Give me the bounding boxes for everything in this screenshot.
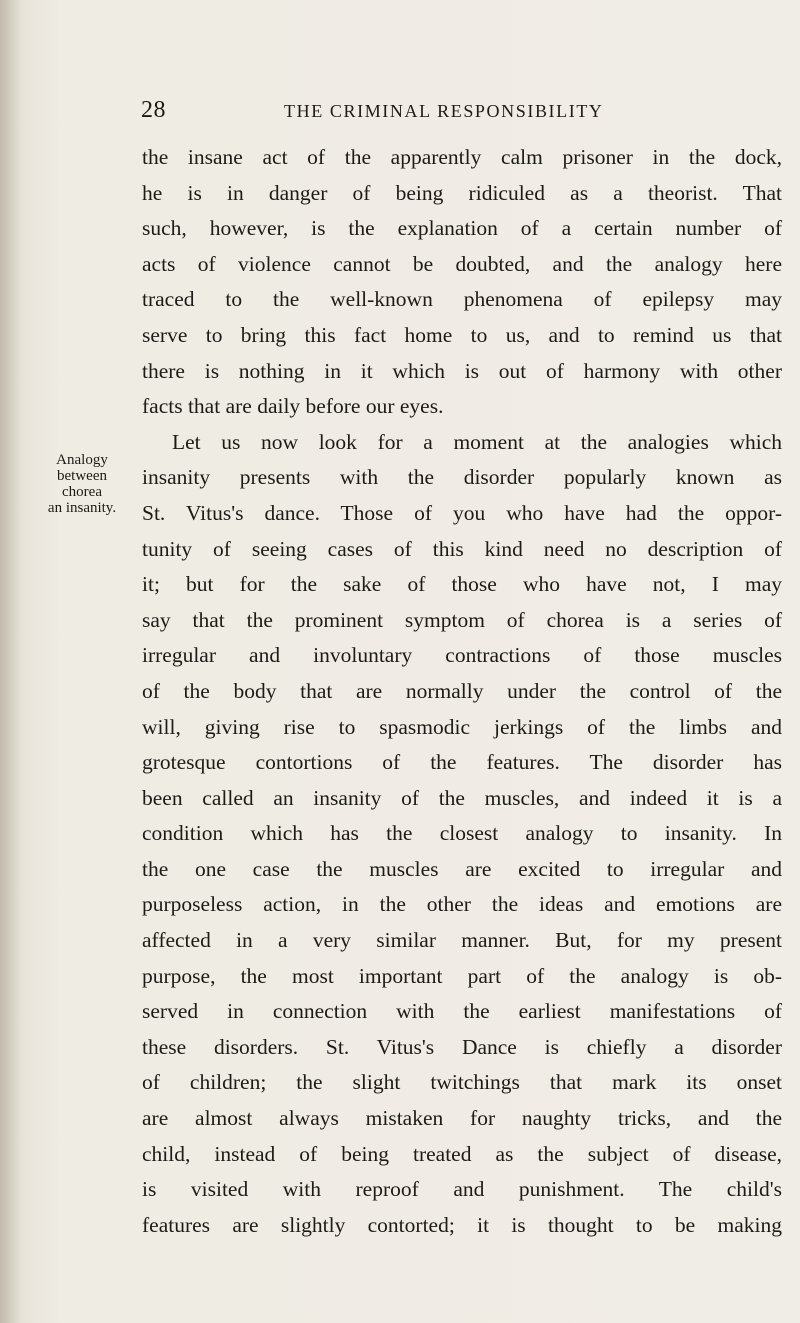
text-line: served in connection with the earliest manifestations of	[142, 999, 782, 1024]
text-line: is visited with reproof and punishment. The child's	[142, 1177, 782, 1202]
marginal-note-line: between	[57, 468, 107, 484]
text-line: traced to the well-known phenomena of epilepsy may	[142, 287, 782, 312]
text-line: acts of violence cannot be doubted, and the analogy here	[142, 251, 782, 276]
text-line: facts that are daily before our eyes.	[142, 394, 444, 419]
text-line: grotesque contortions of the features. The disorder has	[142, 750, 782, 775]
marginal-note	[36, 452, 128, 516]
text-line: purpose, the most important part of the analogy is ob-	[142, 963, 782, 988]
text-line: there is nothing in it which is out of harmony with other	[142, 358, 782, 383]
marginal-note-line: an insanity.	[47, 500, 117, 516]
running-head: THE CRIMINAL RESPONSIBILITY	[284, 101, 604, 121]
marginal-note-line: Analogy	[56, 452, 108, 468]
text-line: purposeless action, in the other the ideas and emotions are	[142, 892, 782, 917]
body-text	[142, 140, 782, 1243]
text-line: tunity of seeing cases of this kind need no description of	[142, 536, 782, 561]
text-line: serve to bring this fact home to us, and to remind us that	[142, 322, 782, 347]
text-line: child, instead of being treated as the subject of disease,	[142, 1141, 782, 1166]
text-line: will, giving rise to spasmodic jerkings of the limbs and	[142, 714, 782, 739]
text-line: affected in a very similar manner. But, for my present	[142, 928, 782, 953]
text-line: he is in danger of being ridiculed as a theorist. That	[142, 180, 782, 205]
page-number: 28	[141, 97, 166, 123]
text-line: features are slightly contorted; it is thought to be making	[142, 1212, 782, 1237]
text-line: condition which has the closest analogy to insanity. In	[142, 821, 782, 846]
page-edge-stain	[0, 0, 22, 1323]
text-line: these disorders. St. Vitus's Dance is chiefly a disorder	[142, 1034, 782, 1059]
text-line: such, however, is the explanation of a certain number of	[142, 216, 782, 241]
text-line: the one case the muscles are excited to irregular and	[142, 856, 782, 881]
text-line: are almost always mistaken for naughty tricks, and the	[142, 1106, 782, 1131]
text-line: say that the prominent symptom of chorea is a series of	[142, 607, 782, 632]
text-line: irregular and involuntary contractions of those muscles	[142, 643, 782, 668]
text-line: it; but for the sake of those who have not, I may	[142, 572, 782, 597]
text-line: Let us now look for a moment at the analogies which	[172, 429, 782, 454]
text-line: of the body that are normally under the control of the	[142, 678, 782, 703]
text-line: insanity presents with the disorder popularly known as	[142, 465, 782, 490]
marginal-note-line: chorea	[62, 484, 102, 500]
text-line: St. Vitus's dance. Those of you who have had the oppor-	[142, 500, 782, 525]
text-line: been called an insanity of the muscles, and indeed it is a	[142, 785, 782, 810]
text-line: of children; the slight twitchings that mark its onset	[142, 1070, 782, 1095]
text-line: the insane act of the apparently calm prisoner in the dock,	[142, 145, 782, 169]
